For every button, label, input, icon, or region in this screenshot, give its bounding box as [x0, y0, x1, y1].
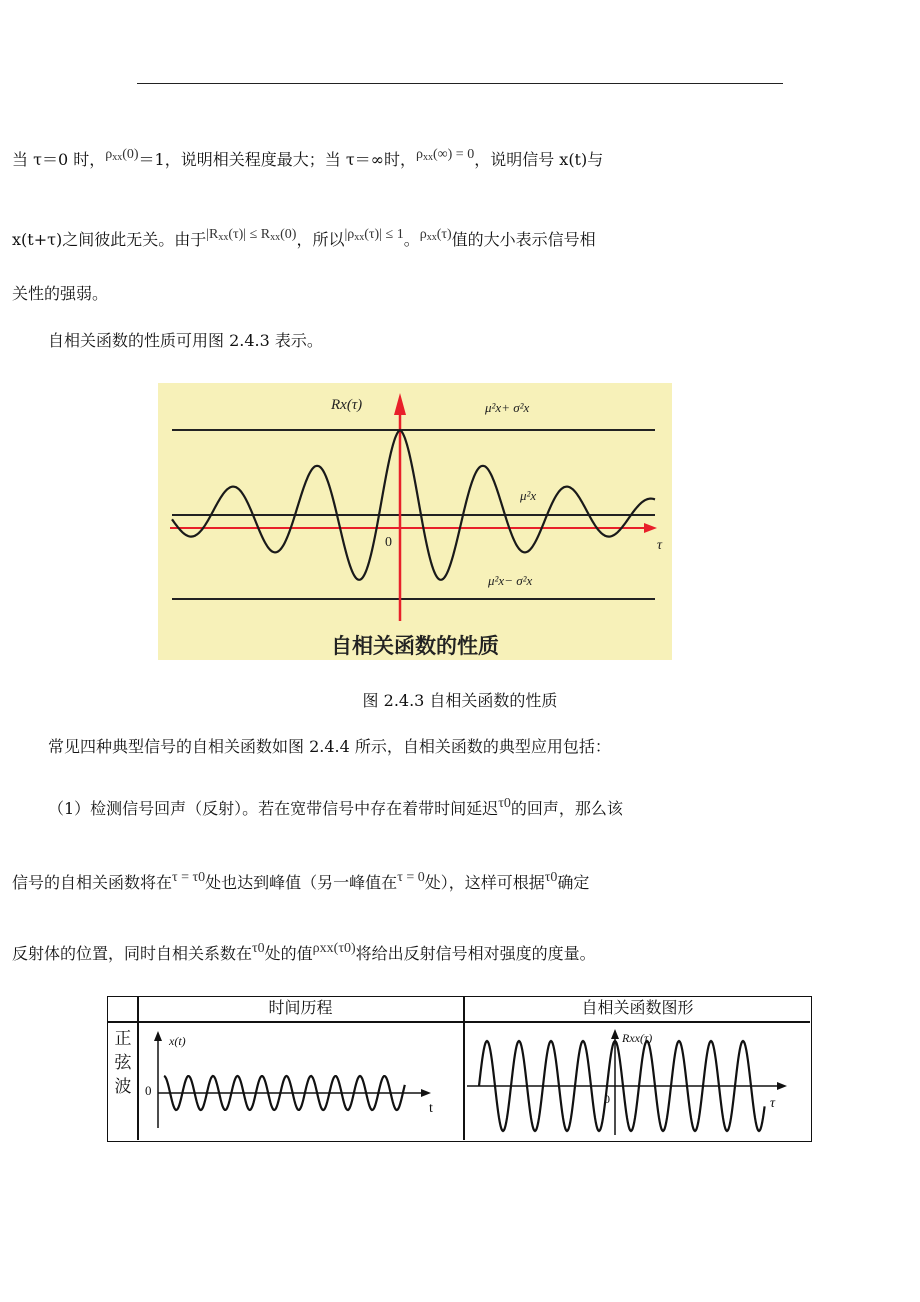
subscript: xx	[426, 232, 437, 243]
math: |R	[206, 227, 219, 242]
mean-square-label: μ²x	[520, 488, 537, 503]
ac-y-axis-arrow	[611, 1029, 619, 1039]
x-axis-label: τ	[657, 538, 663, 553]
symbol: ρ	[105, 147, 113, 162]
para1-line1	[12, 149, 603, 176]
autocorrelation-figure	[158, 383, 672, 660]
para2-line2	[48, 798, 623, 822]
row-label-sine-wave	[108, 1027, 138, 1099]
text: 确定	[557, 873, 590, 892]
header-rule	[137, 83, 783, 84]
header-time-history: 时间历程	[268, 998, 333, 1017]
argument: (∞) = 0	[433, 147, 475, 162]
figure-background	[158, 383, 672, 660]
row-label-char: 正	[114, 1029, 132, 1049]
tau-equals-zero: τ = 0	[397, 870, 425, 885]
text: 。	[403, 230, 420, 249]
subscript: xx	[354, 232, 365, 243]
tau0-symbol: τ0	[498, 796, 511, 811]
math: (0)	[280, 227, 297, 242]
lower-bound-label: μ²x− σ²x	[488, 573, 533, 588]
autocorrelation-plot	[465, 1023, 810, 1138]
para1-line3: 关性的强弱。	[12, 284, 109, 303]
argument: (0)	[122, 147, 139, 162]
tau0-symbol: τ0	[544, 870, 558, 885]
text: （1）检测信号回声（反射）。若在宽带信号中存在着带时间延迟	[48, 799, 499, 818]
para1-line2	[12, 229, 596, 256]
time-x-label: t	[429, 1101, 433, 1116]
y-axis-label: Rx(τ)	[331, 397, 363, 413]
time-origin: 0	[145, 1083, 152, 1098]
figure-caption: 图 2.4.3 自相关函数的性质	[362, 691, 558, 710]
tau0-symbol: τ0	[252, 941, 265, 956]
math: (τ)| ≤ 1	[364, 227, 404, 242]
symbol: ρ	[419, 227, 427, 242]
para2-line4	[12, 943, 596, 967]
inequality-R	[206, 227, 296, 242]
subscript: xx	[112, 152, 123, 163]
text: 处的值	[264, 944, 313, 963]
text: 反射体的位置，同时自相关系数在	[12, 944, 253, 963]
rho-tau0: ρxx(τ0)	[312, 941, 356, 956]
rho-tau	[420, 227, 452, 242]
math: |ρ	[344, 227, 355, 242]
text: 当 τ＝0 时，	[12, 150, 106, 169]
text: 值的大小表示信号相	[451, 230, 596, 249]
origin-label: 0	[385, 535, 392, 550]
subscript: xx	[270, 232, 281, 243]
para2-line1: 常见四种典型信号的自相关函数如图 2.4.4 所示，自相关函数的典型应用包括：	[48, 737, 611, 756]
header-autocorrelation: 自相关函数图形	[581, 998, 694, 1017]
text: ＝1，说明相关程度最大；当 τ＝∞时，	[138, 150, 416, 169]
text: ，所以	[296, 230, 345, 249]
time-y-axis-arrow	[154, 1031, 162, 1041]
time-y-label: x(t)	[169, 1034, 186, 1048]
text: 的回声，那么该	[510, 799, 623, 818]
rho-zero	[105, 147, 138, 162]
symbol: ρ	[416, 147, 423, 162]
argument: (τ)	[436, 227, 452, 242]
row-label-char: 弦	[114, 1053, 132, 1073]
figure-title: 自相关函数的性质	[331, 634, 499, 658]
signal-table	[107, 996, 812, 1142]
tau-equals-tau0: τ = τ0	[172, 870, 206, 885]
ac-x-label: τ	[770, 1096, 776, 1111]
time-history-plot	[139, 1023, 462, 1138]
text: x(t+τ)之间彼此无关。由于	[12, 230, 207, 249]
text: 处），这样可根据	[424, 873, 545, 892]
text: 将给出反射信号相对强度的度量。	[355, 944, 596, 963]
para1-line4: 自相关函数的性质可用图 2.4.3 表示。	[48, 331, 323, 350]
para2-line3	[12, 872, 589, 896]
ac-x-axis-arrow	[777, 1082, 787, 1090]
text: 处也达到峰值（另一峰值在	[205, 873, 398, 892]
text: 信号的自相关函数将在	[12, 873, 173, 892]
inequality-rho	[344, 227, 403, 242]
ac-y-label: Rxx(τ)	[622, 1031, 653, 1045]
row-label-char: 波	[114, 1077, 132, 1097]
rho-infinity	[416, 147, 474, 162]
time-x-axis-arrow	[421, 1089, 431, 1097]
text: ，说明信号 x(t)与	[474, 150, 604, 169]
subscript: xx	[218, 232, 229, 243]
math: (τ)| ≤ R	[228, 227, 271, 242]
upper-bound-label: μ²x+ σ²x	[485, 400, 530, 415]
subscript: xx	[423, 152, 433, 163]
ac-origin: 0	[604, 1092, 610, 1106]
